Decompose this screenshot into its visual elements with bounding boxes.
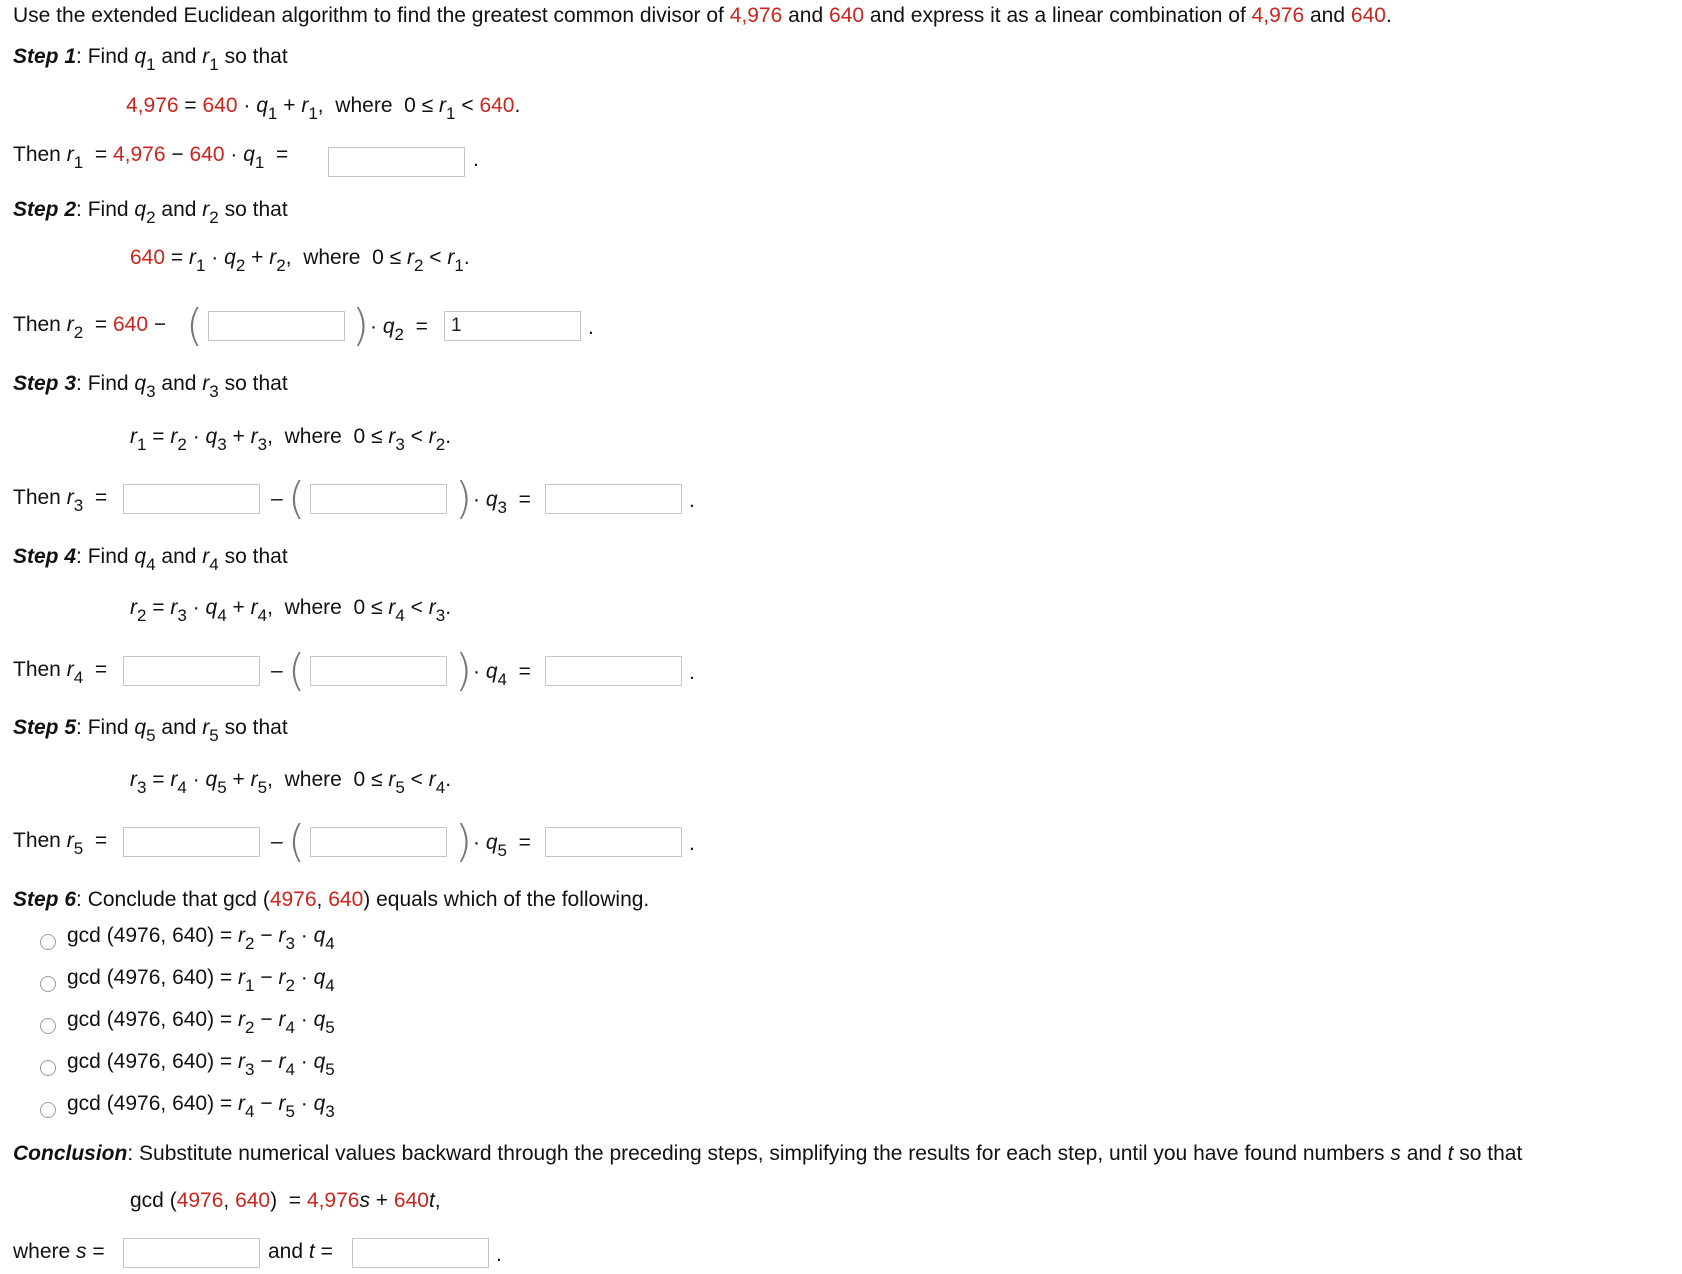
conclusion-equation: gcd (4976, 640) = 4,976s + 640t, [130,1189,441,1212]
r2-paren-input[interactable] [208,311,345,341]
step-6-heading: Step 6: Conclude that gcd (4976, 640) equals which of the following. [13,888,650,911]
where-s-label: where s = [13,1240,105,1263]
r5-a-input[interactable] [123,827,260,857]
step-3-equation: $r_1 = r_2 \cdot q_3 + r_3$, where $0 \le r_3 < r_2$. [130,425,452,454]
option-3-radio[interactable] [40,1018,56,1034]
r1-input[interactable] [328,147,465,177]
problem-statement: Use the extended Euclidean algorithm to find the greatest common divisor of 4,976 and 640 and express it as a linear combination of 4,976 and 640. [13,4,1392,27]
step-1-then: Then $r_1 = 4,976 - 640 \cdot q_1$ = [13,143,289,172]
t-input[interactable] [352,1238,489,1268]
step-3-then: Then $r_3$ = [13,486,108,515]
option-4-label[interactable]: gcd (4976, $640) = r_3 - r_4 \cdot q_5$ [67,1050,335,1079]
step-1-equation: $4,976 = 640 \cdot q_1 + r_1$, where $0 \le r_1 < 640$. [126,94,521,123]
r4-a-input[interactable] [123,656,260,686]
option-2-label[interactable]: gcd (4976, $640) = r_1 - r_2 \cdot q_4$ [67,966,335,995]
step-4-heading: Step 4: Find $q_4$ and $r_4$ so that [13,545,288,574]
r2-value-input[interactable]: 1 [444,311,581,341]
and-t-label: and t = [268,1240,333,1263]
r5-b-input[interactable] [310,827,447,857]
option-4-radio[interactable] [40,1060,56,1076]
conclusion-text: Conclusion: Substitute numerical values backward through the preceding steps, simplifying the results for each step, until you have found numbers s and t so that [13,1142,1523,1165]
step-2-heading: Step 2: Find $q_2$ and $r_2$ so that [13,198,288,227]
step-3-heading: Step 3: Find $q_3$ and $r_3$ so that [13,372,288,401]
step-2-then: Then $r_2 = 640$ − [13,313,167,342]
r3-value-input[interactable] [545,484,682,514]
option-3-label[interactable]: gcd (4976, $640) = r_2 - r_4 \cdot q_5$ [67,1008,335,1037]
step-4-equation: $r_2 = r_3 \cdot q_4 + r_4$, where $0 \le r_4 < r_3$. [130,596,452,625]
option-2-radio[interactable] [40,976,56,992]
s-input[interactable] [123,1238,260,1268]
step-5-then: Then $r_5$ = [13,829,108,858]
r3-a-input[interactable] [123,484,260,514]
step-5-heading: Step 5: Find $q_5$ and $r_5$ so that [13,716,288,745]
r3-b-input[interactable] [310,484,447,514]
option-1-label[interactable]: gcd (4976, $640) = r_2 - r_3 \cdot q_4$ [67,924,335,953]
step-5-equation: $r_3 = r_4 \cdot q_5 + r_5$, where $0 \le r_5 < r_4$. [130,768,452,797]
step-4-then: Then $r_4$ = [13,658,108,687]
r5-value-input[interactable] [545,827,682,857]
option-5-radio[interactable] [40,1102,56,1118]
step-1-heading: Step 1: Find $q_1$ and $r_1$ so that [13,45,288,74]
r4-value-input[interactable] [545,656,682,686]
step-2-equation: $640 = r_1 \cdot q_2 + r_2$, where $0 \le r_2 < r_1$. [130,246,470,275]
r4-b-input[interactable] [310,656,447,686]
option-1-radio[interactable] [40,934,56,950]
option-5-label[interactable]: gcd (4976, $640) = r_4 - r_5 \cdot q_3$ [67,1092,335,1121]
